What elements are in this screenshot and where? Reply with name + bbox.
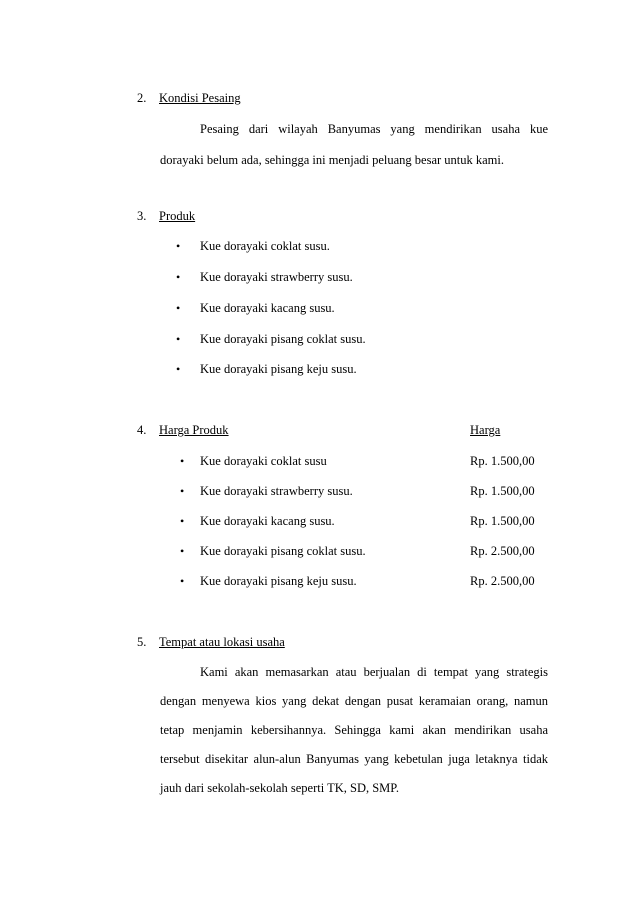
section-number: 4. xyxy=(137,423,147,437)
section-number: 5. xyxy=(137,635,147,649)
product-name: Kue dorayaki strawberry susu. xyxy=(200,484,353,498)
price-value: Rp. 1.500,00 xyxy=(470,454,535,468)
list-item-text: Kue dorayaki strawberry susu. xyxy=(200,270,353,284)
product-name: Kue dorayaki kacang susu. xyxy=(200,514,335,528)
list-item-text: Kue dorayaki pisang coklat susu. xyxy=(200,332,366,346)
bullet-icon: • xyxy=(176,362,181,376)
price-row-product xyxy=(180,514,335,529)
product-name: Kue dorayaki coklat susu xyxy=(200,454,327,468)
list-item xyxy=(176,270,353,285)
list-item xyxy=(176,239,330,254)
section-title: Kondisi Pesaing xyxy=(159,91,241,105)
list-item-text: Kue dorayaki pisang keju susu. xyxy=(200,362,357,376)
product-name: Kue dorayaki pisang coklat susu. xyxy=(200,544,366,558)
product-name: Kue dorayaki pisang keju susu. xyxy=(200,574,357,588)
paragraph-line: Kami akan memasarkan atau berjualan di tempat yang strategis xyxy=(200,665,548,679)
price-row-product xyxy=(180,574,357,589)
section-number: 2. xyxy=(137,91,147,105)
price-value: Rp. 2.500,00 xyxy=(470,544,535,558)
section-title: Tempat atau lokasi usaha xyxy=(159,635,285,649)
price-row-product xyxy=(180,544,366,559)
paragraph-line: tersebut disekitar alun-alun Banyumas yang kebetulan juga letaknya tidak xyxy=(160,752,548,766)
bullet-icon: • xyxy=(180,544,185,558)
list-item xyxy=(176,301,335,316)
price-value: Rp. 2.500,00 xyxy=(470,574,535,588)
bullet-icon: • xyxy=(180,574,185,588)
bullet-icon: • xyxy=(180,484,185,498)
bullet-icon: • xyxy=(176,239,181,253)
paragraph-line: dengan menyewa kios yang dekat dengan pusat keramaian orang, namun xyxy=(160,694,548,708)
section-title: Produk xyxy=(159,209,196,223)
paragraph-line: jauh dari sekolah-sekolah seperti TK, SD, SMP. xyxy=(160,781,399,795)
list-item xyxy=(176,362,357,377)
bullet-icon: • xyxy=(180,454,185,468)
price-value: Rp. 1.500,00 xyxy=(470,484,535,498)
bullet-icon: • xyxy=(176,332,181,346)
bullet-icon: • xyxy=(180,514,185,528)
price-row-product xyxy=(180,484,353,499)
paragraph-line: dorayaki belum ada, sehingga ini menjadi peluang besar untuk kami. xyxy=(160,153,505,167)
paragraph-line: Pesaing dari wilayah Banyumas yang mendirikan usaha kue xyxy=(200,122,548,136)
list-item-text: Kue dorayaki coklat susu. xyxy=(200,239,330,253)
bullet-icon: • xyxy=(176,270,181,284)
section-title: Harga Produk xyxy=(159,423,229,437)
section-4-heading xyxy=(137,423,229,438)
section-5-heading xyxy=(137,635,285,650)
price-row-product xyxy=(180,454,327,469)
price-value: Rp. 1.500,00 xyxy=(470,514,535,528)
section-2-heading xyxy=(137,91,241,106)
price-column-header: Harga xyxy=(470,423,501,437)
section-number: 3. xyxy=(137,209,147,223)
paragraph-line: tetap menjamin kebersihannya. Sehingga kami akan mendirikan usaha xyxy=(160,723,548,737)
bullet-icon: • xyxy=(176,301,181,315)
list-item xyxy=(176,332,366,347)
list-item-text: Kue dorayaki kacang susu. xyxy=(200,301,335,315)
section-3-heading xyxy=(137,209,195,224)
